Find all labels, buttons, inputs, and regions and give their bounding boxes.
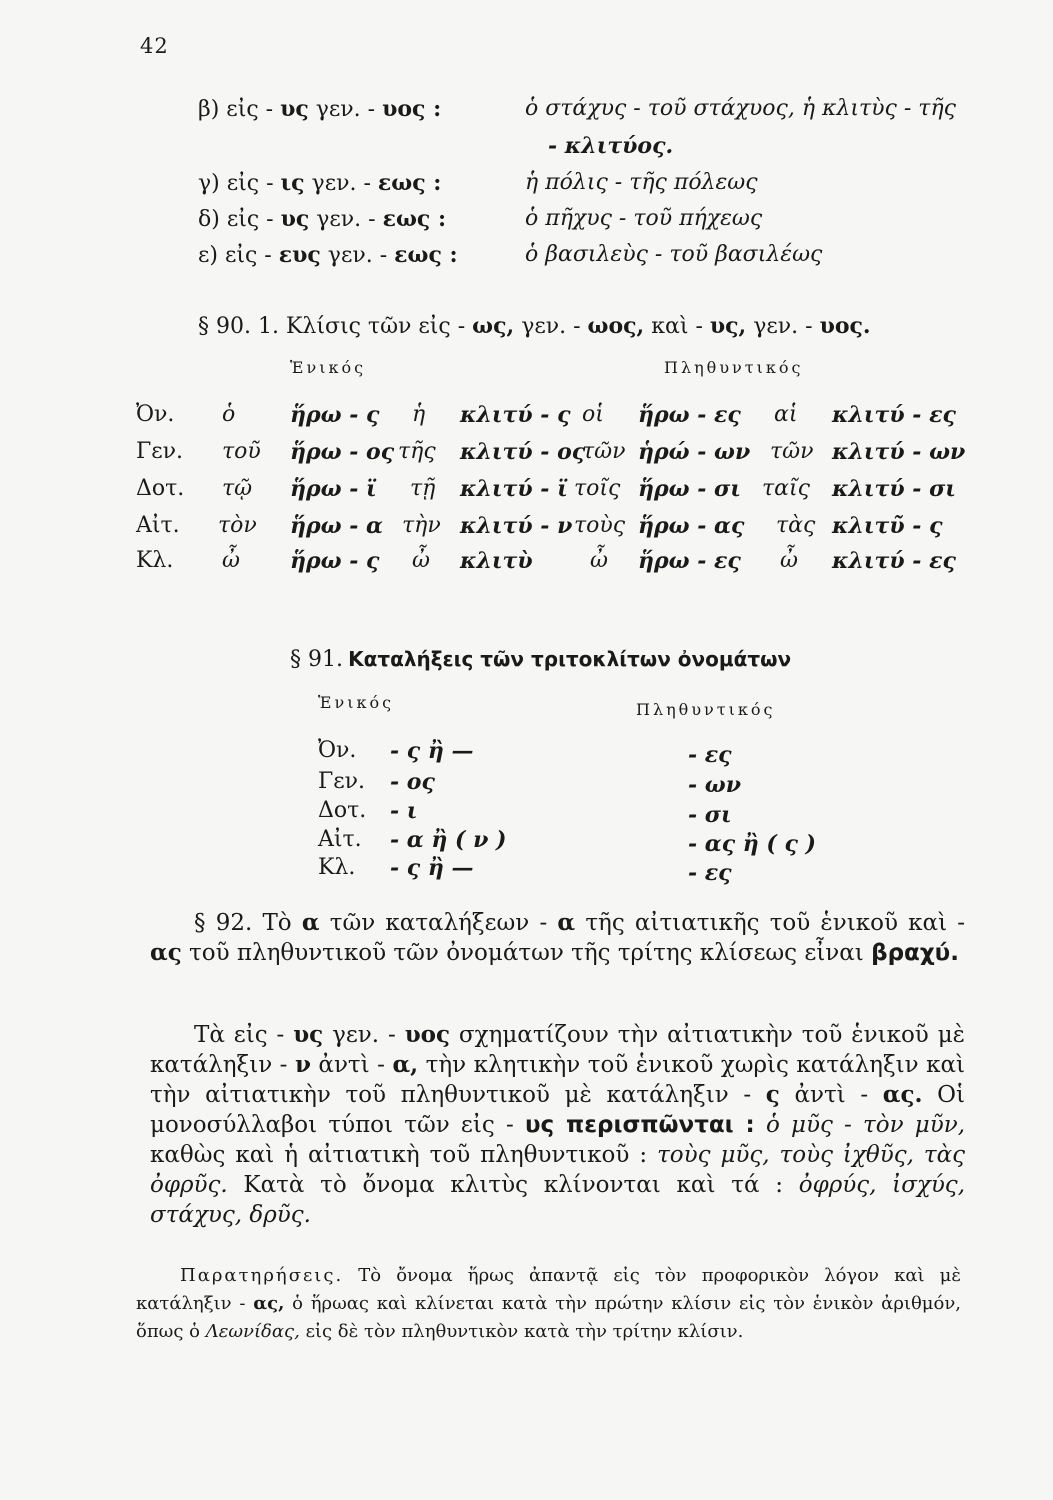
rule-ending: υς [280, 206, 310, 232]
rule-example: ὁ στάχυς - τοῦ στάχυος, ἡ κλιτὺς - τῆς [525, 96, 956, 121]
case-label: Κλ. [136, 548, 174, 573]
rule-gen-ending: εως : [377, 170, 442, 196]
case-label: Γεν. [136, 439, 184, 464]
singular-label: Ἑνικός [318, 693, 395, 712]
plural-label: Πληθυντικός [664, 358, 804, 377]
section-90-heading: § 90. 1. Κλίσις τῶν εἰς - ως, γεν. - ωος, καὶ - υς, γεν. - υος. [198, 313, 871, 339]
rule-item [198, 206, 446, 232]
rule-label: ε) εἰς - [198, 243, 272, 268]
case-label: Γεν. [318, 769, 366, 794]
notes-paragraph: Παρατηρήσεις. Τὸ ὄνομα ἥρως ἀπαντᾷ εἰς τὸν προφορικὸν λόγον καὶ μὲ κατάληξιν - ας, ὁ ἥρωας καὶ κλίνεται κατὰ τὴν πρώτην κλίσιν εἰς τὸν ἑνικὸν ἀριθμόν, ὅπως ὁ Λεωνίδας, εἰς δὲ τὸν πληθυντικὸν κατὰ τὴν τρίτην κλίσιν. [136, 1265, 962, 1342]
case-label: Δοτ. [318, 798, 367, 823]
rule-gen-label: γεν. - [315, 97, 376, 122]
case-label: Ὀν. [318, 738, 357, 763]
section-92-rules-paragraph: Τὰ εἰς - υς γεν. - υος σχηματίζουν τὴν αἰτιατικὴν τοῦ ἑνικοῦ μὲ κατάληξιν - ν ἀντὶ - α, τὴν κλητικὴν τοῦ ἑνικοῦ χωρὶς κατάληξιν καὶ τὴν αἰτιατικὴν τοῦ πληθυντικοῦ μὲ κατάληξιν - ς ἀντὶ - ας. Οἱ μονοσύλλαβοι τύποι τῶν εἰς - υς περισπῶνται : ὁ μῦς - τὸν μῦν, καθὼς καὶ ἡ αἰτιατικὴ τοῦ πληθυντικοῦ : τοὺς μῦς, τοὺς ἰχθῦς, τὰς ὀφρῦς. Κατὰ τὸ ὄνομα κλιτὺς κλίνονται καὶ τά : ὀφρύς, ἰσχύς, στάχυς, δρῦς. [150, 1021, 966, 1228]
rule-gen-ending: εως : [394, 242, 458, 268]
rule-label: γ) εἰς - [198, 171, 274, 196]
rule-item [198, 242, 458, 268]
case-label: Αἰτ. [318, 827, 362, 852]
rule-example: ὁ βασιλεὺς - τοῦ βασιλέως [525, 242, 823, 267]
rule-example-continued: - κλιτύος. [548, 133, 674, 159]
rule-gen-label: γεν. - [316, 207, 376, 232]
rule-gen-label: γεν. - [311, 171, 371, 196]
rule-item [198, 96, 441, 122]
case-label: Κλ. [318, 855, 356, 880]
page-number: 42 [140, 34, 169, 58]
section-91-heading: § 91. Καταλήξεις τῶν τριτοκλίτων ὀνομάτων [290, 647, 792, 672]
notes-label: Παρατηρήσεις. [180, 1265, 344, 1286]
rule-ending: υς [280, 96, 309, 122]
rule-ending: ις [280, 170, 305, 196]
case-label: Ὀν. [136, 402, 175, 427]
book-page: 42 β) εἰς - υς γεν. - υος : ὁ στάχυς - τοῦ στάχυος, ἡ κλιτὺς - τῆς - κλιτύος. γ) εἰς - ις γεν. - εως : ἡ πόλις - τῆς πόλεως δ) εἰς - υς γεν. - εως : ὁ πῆχυς - τοῦ πήχεως ε) εἰς - ευς γεν. - εως : ὁ βασιλεὺς - τοῦ βασιλέως § 90. 1. Κλίσις τῶν εἰς - ως, γεν. - ωος, καὶ - υς, γεν. - υος. Ἑνικός Πληθυντικός Ὀν. ὁ ἥρω - ς ἡ κλιτύ - ς οἱ ἥρω - ες αἱ κλιτύ - ες Γεν. τοῦ ἥρω - ος τῆς κλιτύ - ος τῶν ἡρώ - ων τῶν κλιτύ - ων Δοτ. τῷ ἥρω - ϊ τῇ κλιτύ - ϊ τοῖς ἥρω - σι ταῖς κλιτύ - σι Αἰτ. τὸν ἥρω - α τὴν κλιτύ - ν τοὺς ἥρω - ας τὰς κλιτῦ - ς Κλ. ὦ ἥρω - ς ὦ κλιτὺ ὦ ἥρω - ες ὦ κλιτύ - ες § 91. Καταλήξεις τῶν τριτοκλίτων ὀνομάτων Ἑνικός Πληθυντικός Ὀν. - ς ἢ — - ες Γεν. - ος - ων Δοτ. - ι - σι Αἰτ. - α ἢ ( ν ) - ας ἢ ( ς ) Κλ. - ς ἢ — - ες § 92. Τὸ α τῶν καταλήξεων - α τῆς αἰτιατικῆς τοῦ ἑνικοῦ καὶ - ας τοῦ πληθυντικοῦ τῶν ὀνομάτων τῆς τρίτης κλίσεως εἶναι βραχύ. Τὰ εἰς - υς γεν. - υος σχηματίζουν τὴν αἰτιατικὴν τοῦ ἑνικοῦ μὲ κατάληξιν - ν ἀντὶ - α, τὴν κλητικὴν τοῦ ἑνικοῦ χωρὶς κατάληξιν καὶ τὴν αἰτιατικὴν τοῦ πληθυντικοῦ μὲ κατάληξιν - ς ἀντὶ - ας. Οἱ μονοσύλλαβοι τύποι τῶν εἰς - υς περισπῶνται : ὁ μῦς - τὸν μῦν, καθὼς καὶ ἡ αἰτιατικὴ τοῦ πληθυντικοῦ : τοὺς μῦς, τοὺς ἰχθῦς, τὰς ὀφρῦς. Κατὰ τὸ ὄνομα κλιτὺς κλίνονται καὶ τά : ὀφρύς, ἰσχύς, στάχυς, δρῦς. Παρατηρήσεις. Τὸ ὄνομα ἥρως ἀπαντᾷ εἰς τὸν προφορικὸν λόγον καὶ μὲ κατάληξιν - ας, ὁ ἥρωας καὶ κλίνεται κατὰ τὴν πρώτην κλίσιν εἰς τὸν ἑνικὸν ἀριθμόν, ὅπως ὁ Λεωνίδας, εἰς δὲ τὸν πληθυντικὸν κατὰ τὴν τρίτην κλίσιν. [0, 0, 1053, 1500]
rule-example: ὁ πῆχυς - τοῦ πήχεως [525, 206, 763, 231]
rule-ending: ευς [278, 242, 321, 268]
rule-example: ἡ πόλις - τῆς πόλεως [525, 170, 758, 195]
case-label: Αἰτ. [136, 513, 180, 538]
rule-label: δ) εἰς - [198, 207, 274, 232]
section-92-paragraph: § 92. Τὸ α τῶν καταλήξεων - α τῆς αἰτιατικῆς τοῦ ἑνικοῦ καὶ - ας τοῦ πληθυντικοῦ τῶν ὀνομάτων τῆς τρίτης κλίσεως εἶναι βραχύ. [150, 909, 966, 966]
case-label: Δοτ. [136, 476, 185, 501]
rule-gen-label: γεν. - [327, 243, 388, 268]
singular-label: Ἑνικός [290, 358, 367, 377]
rule-gen-ending: εως : [382, 206, 447, 232]
rule-label: β) εἰς - [198, 97, 274, 122]
plural-label: Πληθυντικός [636, 700, 776, 719]
rule-item [198, 170, 441, 196]
rule-gen-ending: υος : [382, 96, 442, 122]
